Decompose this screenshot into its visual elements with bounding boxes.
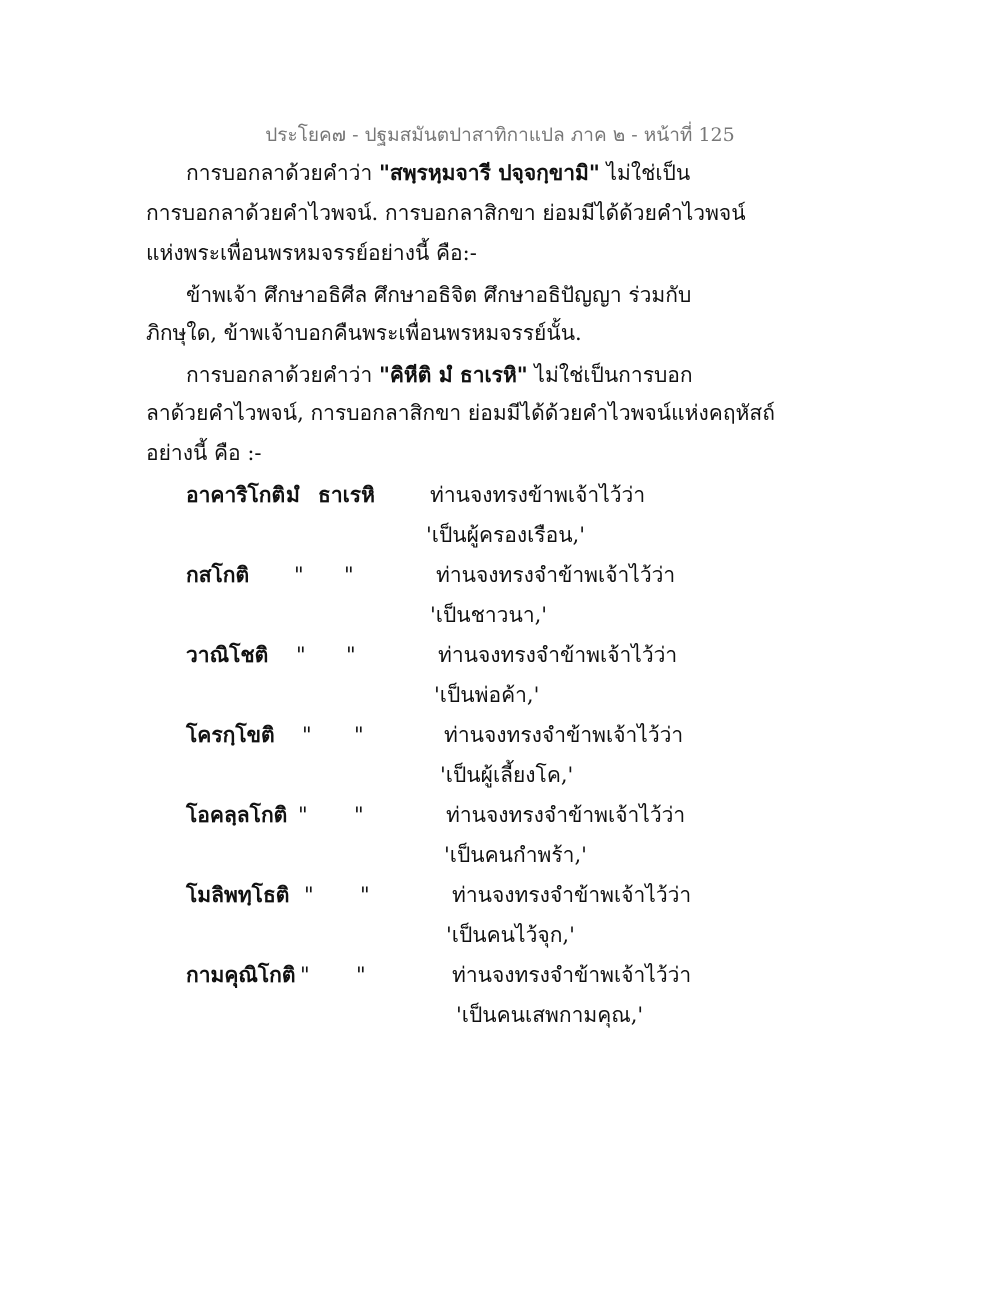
entry-meaning1: ท่านจงทรงจำข้าพเจ้าไว้ว่า (436, 563, 676, 587)
entry-col2: มํ (286, 482, 300, 507)
para1-line3: แห่งพระเพื่อนพรหมจรรย์อย่างนี้ คือ:- (146, 241, 477, 265)
para1-line1-bold: "สพฺรหฺมจารี ปจฺจกฺขามิ" (378, 160, 600, 185)
entry-col2: " (304, 883, 314, 907)
entry-col2: " (302, 723, 312, 747)
entry-meaning2: 'เป็นคนเสพกามคุณ,' (456, 1003, 644, 1027)
para3-line1 (186, 360, 693, 390)
entry-term: โครกฺโขติ (186, 722, 275, 747)
para1-line2: การบอกลาด้วยคำไวพจน์. การบอกลาสิกขา ย่อมมีได้ด้วยคำไวพจน์ (146, 201, 746, 225)
entry-meaning2: 'เป็นผู้ครองเรือน,' (426, 523, 586, 547)
entry-term: อาคาริโกติ (186, 482, 286, 507)
para1-line1-post: ไม่ใช่เป็น (599, 161, 691, 185)
para1-line1 (186, 158, 690, 188)
entry-meaning1: ท่านจงทรงจำข้าพเจ้าไว้ว่า (452, 963, 692, 987)
entry-col3: " (354, 723, 364, 747)
entry-meaning1: ท่านจงทรงจำข้าพเจ้าไว้ว่า (446, 803, 686, 827)
para3-line3: อย่างนี้ คือ :- (146, 441, 262, 465)
para2-line1: ข้าพเจ้า ศึกษาอธิศีล ศึกษาอธิจิต ศึกษาอธิปัญญา ร่วมกับ (186, 283, 692, 307)
entry-col3: " (344, 563, 354, 587)
para2-line2: ภิกษุใด, ข้าพเจ้าบอกคืนพระเพื่อนพรหมจรรย์นั้น. (146, 321, 582, 345)
entry-term: โมลิพทฺโธติ (186, 882, 290, 907)
entry-col2: " (300, 963, 310, 987)
entry-col3: " (356, 963, 366, 987)
entry-meaning2: 'เป็นชาวนา,' (430, 603, 548, 627)
entry-col2: " (298, 803, 308, 827)
entry-term: วาณิโชติ (186, 642, 269, 667)
entry-meaning1: ท่านจงทรงข้าพเจ้าไว้ว่า (430, 483, 646, 507)
entry-col2: " (294, 563, 304, 587)
para1-line1-pre: การบอกลาด้วยคำว่า (186, 161, 379, 185)
entry-term: กามคุณิโกติ (186, 962, 296, 987)
page-header: ประโยค๗ - ปฐมสมันตปาสาทิกาแปล ภาค ๒ - หน้าที่ 125 (265, 124, 735, 146)
para3-line2: ลาด้วยคำไวพจน์, การบอกลาสิกขา ย่อมมีได้ด้วยคำไวพจน์แห่งคฤหัสถ์ (146, 401, 775, 425)
entry-meaning1: ท่านจงทรงจำข้าพเจ้าไว้ว่า (438, 643, 678, 667)
entry-meaning1: ท่านจงทรงจำข้าพเจ้าไว้ว่า (444, 723, 684, 747)
entry-col3: " (360, 883, 370, 907)
para3-line1-pre: การบอกลาด้วยคำว่า (186, 363, 379, 387)
entry-col2: " (296, 643, 306, 667)
entry-term: กสโกติ (186, 562, 250, 587)
para3-line1-post: ไม่ใช่เป็นการบอก (527, 363, 693, 387)
entry-meaning2: 'เป็นผู้เลี้ยงโค,' (440, 763, 574, 787)
entry-meaning2: 'เป็นคนกำพร้า,' (444, 843, 587, 867)
entry-col3: " (346, 643, 356, 667)
entry-term: โอคลฺลโกติ (186, 802, 288, 827)
entry-meaning2: 'เป็นพ่อค้า,' (434, 683, 540, 707)
para3-line1-bold: "คิหีติ มํ ธาเรหิ" (378, 362, 528, 387)
entry-col3: " (354, 803, 364, 827)
entry-col3: ธาเรหิ (318, 482, 375, 507)
entry-meaning2: 'เป็นคนไว้จุก,' (446, 923, 575, 947)
entry-meaning1: ท่านจงทรงจำข้าพเจ้าไว้ว่า (452, 883, 692, 907)
